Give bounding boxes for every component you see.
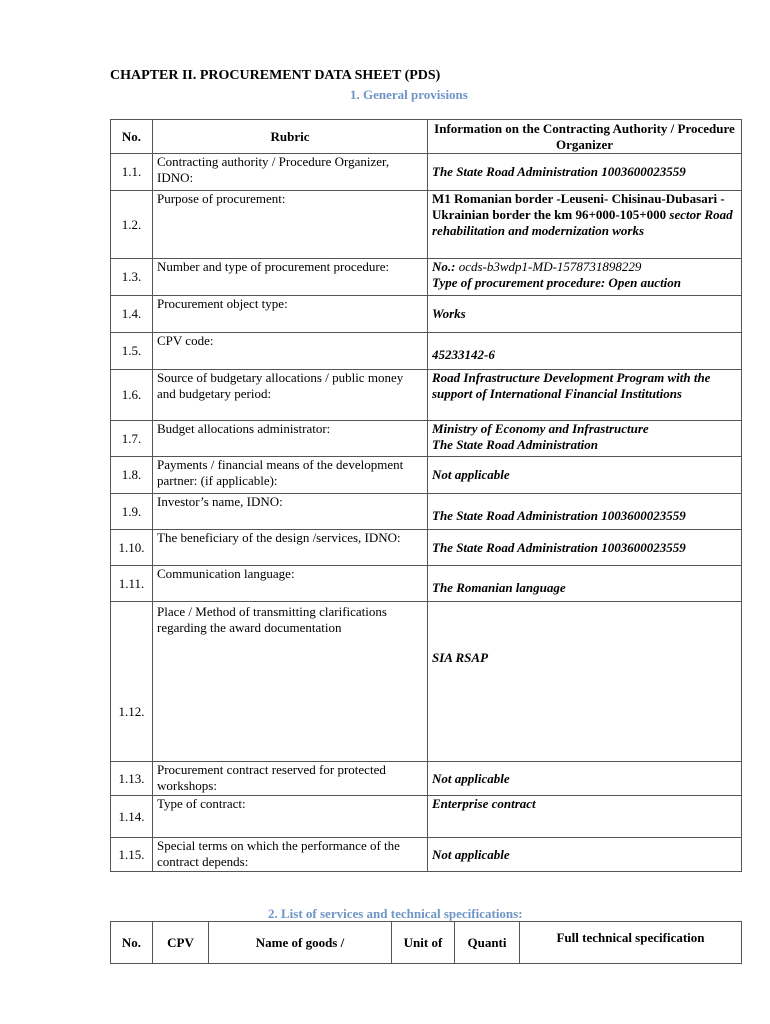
table-row <box>111 191 742 259</box>
row-number: 1.11. <box>111 566 153 602</box>
row-info: Works <box>428 296 742 333</box>
header-no: No. <box>111 120 153 154</box>
table-row <box>111 457 742 494</box>
table-row <box>111 494 742 530</box>
table-row <box>111 333 742 370</box>
row-info: Road Infrastructure Development Program with the support of International Financial Institutions <box>428 370 742 421</box>
table-row <box>111 602 742 762</box>
table-row <box>111 259 742 296</box>
row-rubric: The beneficiary of the design /services, IDNO: <box>153 530 428 566</box>
row-rubric: Communication language: <box>153 566 428 602</box>
row-info: The Romanian language <box>428 566 742 602</box>
row-info: Not applicable <box>428 838 742 872</box>
row-rubric: Budget allocations administrator: <box>153 421 428 457</box>
row-info: 45233142-6 <box>428 333 742 370</box>
row-info: Not applicable <box>428 762 742 796</box>
row-rubric: CPV code: <box>153 333 428 370</box>
row-rubric: Investor’s name, IDNO: <box>153 494 428 530</box>
row-number: 1.2. <box>111 191 153 259</box>
info-part: sector Road rehabilitation and modernization works <box>432 207 733 238</box>
row-number: 1.12. <box>111 602 153 762</box>
table-row <box>111 838 742 872</box>
specifications-table <box>110 921 742 964</box>
header-quantity: Quanti <box>455 922 520 964</box>
row-info <box>428 421 742 457</box>
info-part: Type of procurement procedure: Open auction <box>432 275 682 290</box>
header-cpv: CPV <box>153 922 209 964</box>
row-rubric: Procurement contract reserved for protected workshops: <box>153 762 428 796</box>
info-part: The State Road Administration <box>432 437 599 452</box>
row-rubric: Procurement object type: <box>153 296 428 333</box>
table-row <box>111 762 742 796</box>
row-number: 1.4. <box>111 296 153 333</box>
info-part: M1 Romanian border -Leuseni- Chisinau-Dubasari -Ukrainian border the km 96+000-105+000 <box>432 191 725 222</box>
table-row <box>111 796 742 838</box>
general-provisions-table <box>110 119 742 872</box>
row-rubric: Purpose of procurement: <box>153 191 428 259</box>
table-row <box>111 530 742 566</box>
row-number: 1.5. <box>111 333 153 370</box>
row-rubric: Number and type of procurement procedure: <box>153 259 428 296</box>
table-row <box>111 370 742 421</box>
row-rubric: Source of budgetary allocations / public money and budgetary period: <box>153 370 428 421</box>
table-row <box>111 296 742 333</box>
row-number: 1.3. <box>111 259 153 296</box>
row-info: The State Road Administration 1003600023559 <box>428 494 742 530</box>
row-rubric: Contracting authority / Procedure Organizer, IDNO: <box>153 154 428 191</box>
row-number: 1.14. <box>111 796 153 838</box>
row-number: 1.9. <box>111 494 153 530</box>
row-number: 1.1. <box>111 154 153 191</box>
header-no: No. <box>111 922 153 964</box>
table-row <box>111 154 742 191</box>
row-info: The State Road Administration 1003600023559 <box>428 154 742 191</box>
table-row <box>111 566 742 602</box>
info-part: ocds-b3wdp1-MD-1578731898229 <box>458 259 642 274</box>
row-number: 1.8. <box>111 457 153 494</box>
info-part: Ministry of Economy and Infrastructure <box>432 421 649 436</box>
row-info <box>428 259 742 296</box>
row-info: Enterprise contract <box>428 796 742 838</box>
row-number: 1.7. <box>111 421 153 457</box>
section-1-title: 1. General provisions <box>350 87 468 102</box>
row-info: SIA RSAP <box>428 602 742 762</box>
info-part: No.: <box>432 259 459 274</box>
header-technical-spec: Full technical specification <box>520 922 742 964</box>
table-header-row <box>111 120 742 154</box>
row-rubric: Type of contract: <box>153 796 428 838</box>
row-number: 1.6. <box>111 370 153 421</box>
row-number: 1.10. <box>111 530 153 566</box>
row-info: Not applicable <box>428 457 742 494</box>
row-info <box>428 191 742 259</box>
section-2-title: 2. List of services and technical specifications: <box>268 906 523 921</box>
row-rubric: Special terms on which the performance of the contract depends: <box>153 838 428 872</box>
row-info: The State Road Administration 1003600023559 <box>428 530 742 566</box>
row-number: 1.15. <box>111 838 153 872</box>
header-unit: Unit of <box>392 922 455 964</box>
row-rubric: Place / Method of transmitting clarifications regarding the award documentation <box>153 602 428 762</box>
row-rubric: Payments / financial means of the development partner: (if applicable): <box>153 457 428 494</box>
header-rubric: Rubric <box>153 120 428 154</box>
header-info: Information on the Contracting Authority / Procedure Organizer <box>428 120 742 154</box>
row-number: 1.13. <box>111 762 153 796</box>
table-row <box>111 421 742 457</box>
header-name-of-goods: Name of goods / <box>209 922 392 964</box>
chapter-title: CHAPTER II. PROCUREMENT DATA SHEET (PDS) <box>110 68 441 83</box>
table-header-row <box>111 922 742 964</box>
